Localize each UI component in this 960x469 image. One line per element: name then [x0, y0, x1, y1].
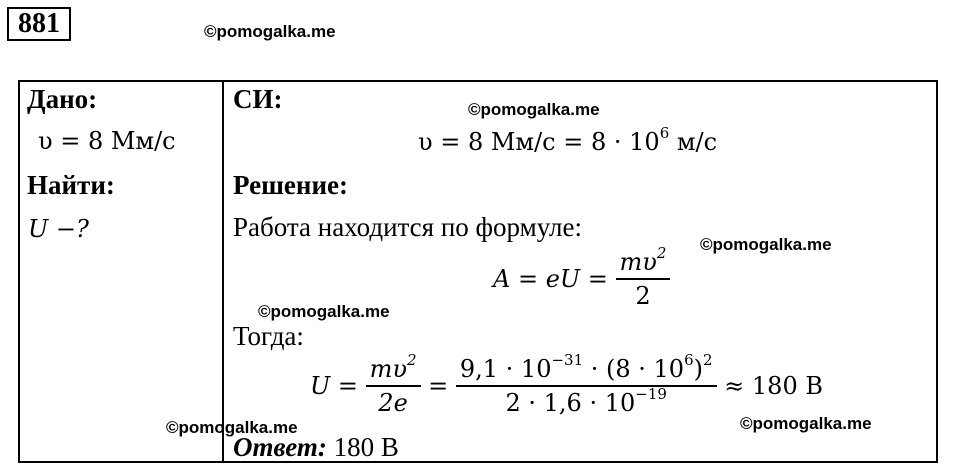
voltage-formula	[310, 351, 823, 417]
voltage-formula-lhs: U =	[310, 372, 366, 400]
voltage-result: ≈ 180 В	[716, 372, 823, 400]
watermark: ©pomogalka.me	[258, 302, 390, 321]
solution-then: Тогда:	[233, 321, 304, 351]
find-heading: Найти:	[27, 170, 115, 200]
solution-heading: Решение:	[233, 170, 348, 200]
si-velocity-unit: м/с	[669, 128, 718, 156]
answer-label: Ответ:	[233, 432, 327, 462]
voltage-formula-fraction	[366, 351, 421, 417]
work-formula-num-exp: 2	[656, 244, 667, 262]
calc-num-a: 9,1 · 10	[459, 355, 552, 383]
problem-number: 881	[7, 7, 71, 41]
work-formula-numerator: mυ	[619, 248, 657, 276]
solution-intro: Работа находится по формуле:	[233, 212, 582, 242]
watermark: ©pomogalka.me	[740, 414, 872, 433]
work-formula	[493, 244, 670, 310]
calc-num-b: · (8 · 10	[583, 355, 685, 383]
column-divider	[222, 80, 224, 463]
calc-num-c-exp: 2	[703, 351, 713, 369]
voltage-formula-denominator: 2e	[378, 389, 408, 417]
voltage-formula-num-exp: 2	[406, 351, 417, 369]
calc-denominator-exp: −19	[635, 385, 667, 403]
si-velocity-text: υ = 8 Мм/с = 8 · 10	[418, 128, 660, 156]
work-formula-lhs: A = eU =	[493, 265, 616, 293]
given-velocity: υ = 8 Мм/с	[38, 127, 176, 155]
watermark: ©pomogalka.me	[468, 100, 600, 119]
calculation-fraction	[456, 351, 717, 417]
answer	[233, 432, 399, 463]
watermark: ©pomogalka.me	[700, 235, 832, 254]
answer-value: 180 В	[326, 432, 399, 462]
si-velocity-exp: 6	[659, 124, 670, 142]
si-velocity-conversion	[418, 124, 718, 156]
work-formula-fraction	[616, 244, 671, 310]
calc-num-a-exp: −31	[551, 351, 584, 369]
si-heading: СИ:	[233, 84, 283, 114]
voltage-formula-numerator: mυ	[369, 355, 407, 383]
given-heading: Дано:	[27, 84, 98, 114]
calc-num-b-exp: 6	[684, 351, 694, 369]
find-value: U −?	[28, 215, 89, 243]
voltage-formula-equals: =	[420, 372, 456, 400]
watermark: ©pomogalka.me	[204, 22, 336, 41]
watermark: ©pomogalka.me	[166, 418, 298, 437]
calc-num-c: )	[693, 355, 703, 383]
calc-denominator: 2 · 1,6 · 10	[505, 389, 636, 417]
work-formula-denominator: 2	[635, 282, 651, 310]
